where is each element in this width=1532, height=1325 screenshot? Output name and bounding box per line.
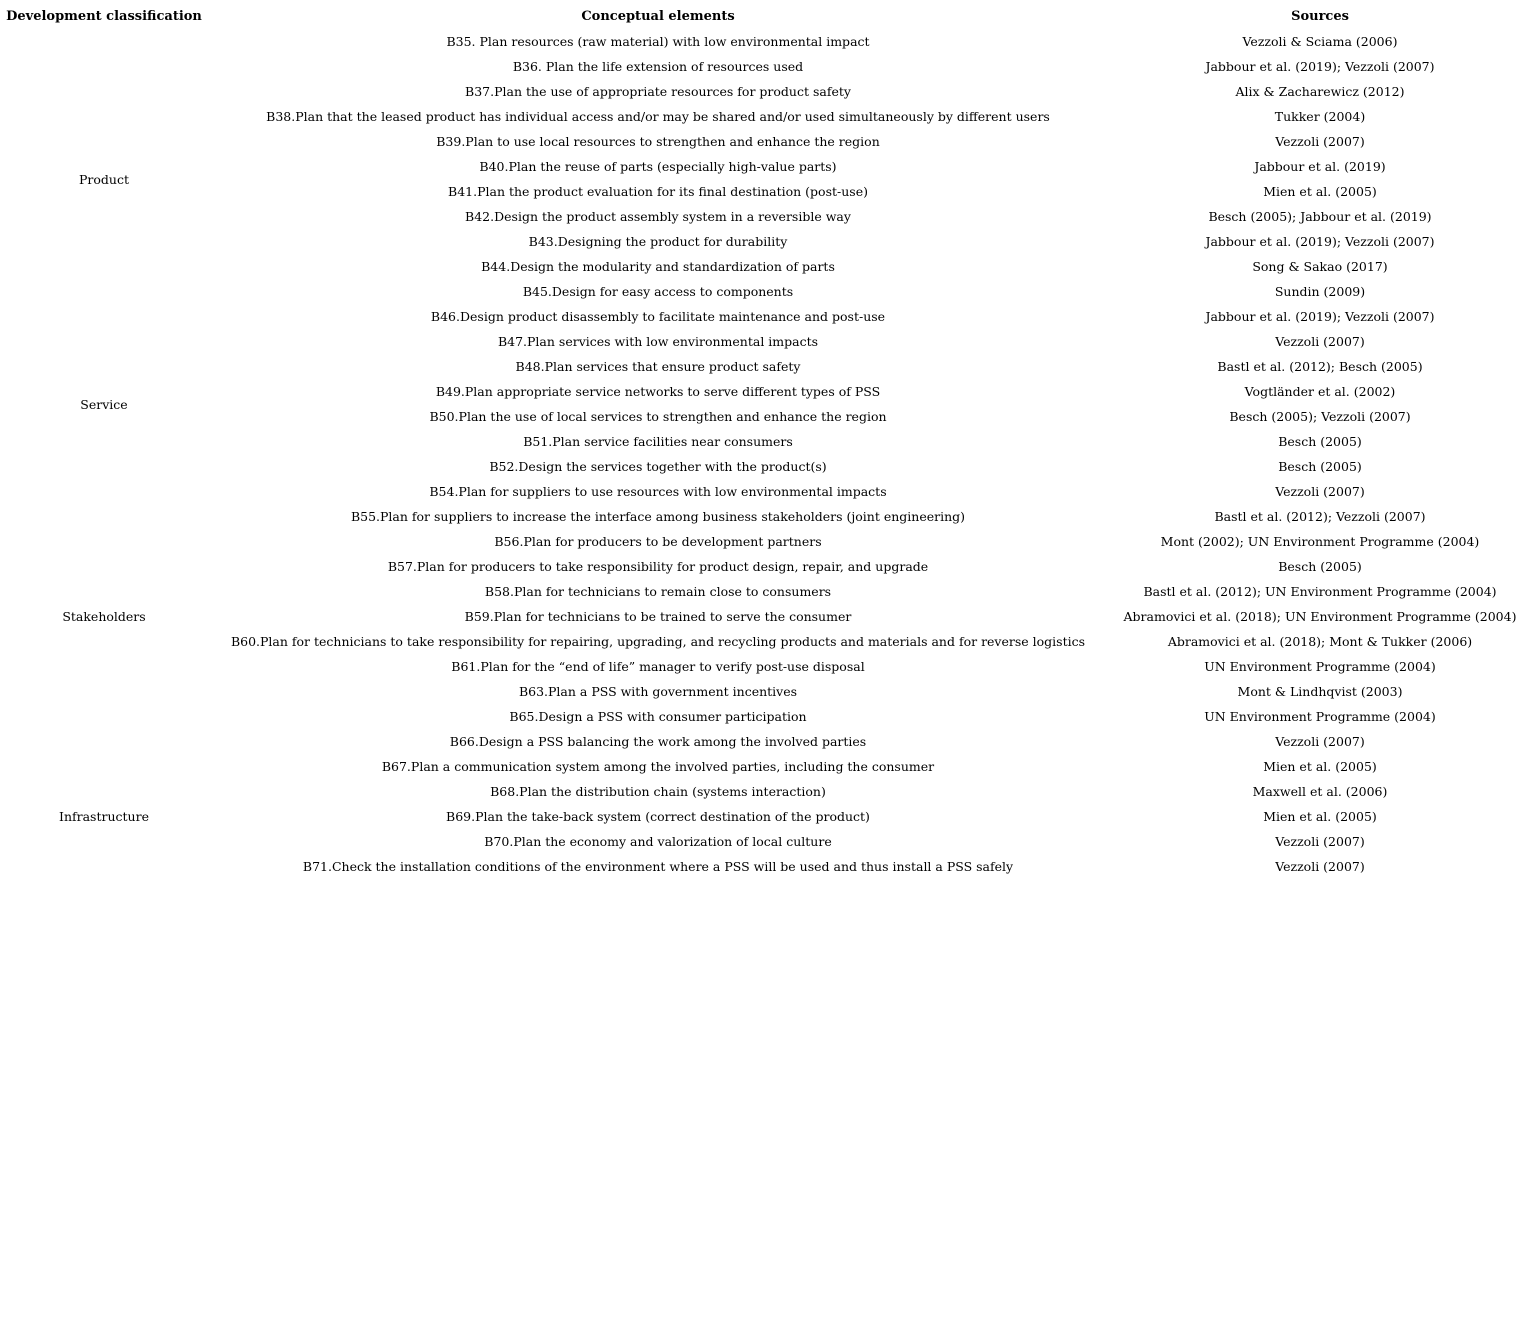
source-cell: Jabbour et al. (2019); Vezzoli (2007): [1205, 59, 1435, 74]
conceptual-element-cell: B68.Plan the distribution chain (systems interaction): [490, 784, 826, 799]
table-row: [4, 154, 1528, 179]
source-cell: Vezzoli (2007): [1275, 484, 1365, 499]
source-cell: Vezzoli (2007): [1275, 134, 1365, 149]
table-body: [4, 29, 1528, 879]
conceptual-element-cell: B51.Plan service facilities near consumers: [523, 434, 793, 449]
conceptual-element-cell: B41.Plan the product evaluation for its final destination (post-use): [448, 184, 868, 199]
conceptual-element-cell: B37.Plan the use of appropriate resources for product safety: [465, 84, 851, 99]
classification-cell: Stakeholders: [62, 609, 146, 624]
source-cell: Vezzoli (2007): [1275, 834, 1365, 849]
source-cell: Jabbour et al. (2019); Vezzoli (2007): [1205, 234, 1435, 249]
conceptual-element-cell: B36. Plan the life extension of resources used: [512, 59, 804, 74]
conceptual-element-cell: B71.Check the installation conditions of the environment where a PSS will be used and thus install a PSS safely: [302, 859, 1014, 874]
source-cell: Bastl et al. (2012); UN Environment Programme (2004): [1143, 584, 1497, 599]
source-cell: Maxwell et al. (2006): [1252, 784, 1388, 799]
source-cell: Bastl et al. (2012); Besch (2005): [1217, 359, 1423, 374]
conceptual-element-cell: B63.Plan a PSS with government incentives: [518, 684, 798, 699]
source-cell: Vezzoli (2007): [1275, 734, 1365, 749]
source-cell: Alix & Zacharewicz (2012): [1235, 84, 1405, 99]
table-row: [4, 404, 1528, 429]
conceptual-element-cell: B67.Plan a communication system among the involved parties, including the consumer: [381, 759, 935, 774]
conceptual-element-cell: B42.Design the product assembly system in a reversible way: [465, 209, 851, 224]
header-sources: Sources: [1291, 9, 1349, 24]
source-cell: UN Environment Programme (2004): [1204, 659, 1436, 674]
source-cell: Mont & Lindhqvist (2003): [1237, 684, 1403, 699]
conceptual-element-cell: B66.Design a PSS balancing the work among the involved parties: [449, 734, 867, 749]
header-conceptual-elements: Conceptual elements: [581, 9, 735, 24]
table-row: [4, 254, 1528, 279]
table-row: [4, 604, 1528, 629]
source-cell: Bastl et al. (2012); Vezzoli (2007): [1214, 509, 1426, 524]
conceptual-element-cell: B65.Design a PSS with consumer participation: [509, 709, 807, 724]
source-cell: Besch (2005); Vezzoli (2007): [1229, 409, 1411, 424]
source-cell: Mien et al. (2005): [1263, 184, 1377, 199]
table-row: [4, 379, 1528, 404]
table-row: [4, 29, 1528, 54]
source-cell: Mien et al. (2005): [1263, 759, 1377, 774]
table-row: [4, 629, 1528, 654]
table-row: [4, 354, 1528, 379]
conceptual-element-cell: B52.Design the services together with the product(s): [489, 459, 827, 474]
source-cell: Besch (2005); Jabbour et al. (2019): [1208, 209, 1432, 224]
table-row: [4, 304, 1528, 329]
conceptual-element-cell: B38.Plan that the leased product has individual access and/or may be shared and/or used simultaneously by different users: [266, 109, 1050, 124]
conceptual-element-cell: B55.Plan for suppliers to increase the interface among business stakeholders (joint engineering): [350, 509, 966, 524]
table-row: [4, 504, 1528, 529]
source-cell: Jabbour et al. (2019): [1254, 159, 1386, 174]
conceptual-element-cell: B48.Plan services that ensure product safety: [515, 359, 801, 374]
table-row: [4, 129, 1528, 154]
source-cell: Sundin (2009): [1274, 284, 1366, 299]
conceptual-element-cell: B47.Plan services with low environmental impacts: [497, 334, 819, 349]
table-row: [4, 429, 1528, 454]
source-cell: Song & Sakao (2017): [1252, 259, 1388, 274]
table-row: [4, 279, 1528, 304]
source-cell: Mont (2002); UN Environment Programme (2004): [1160, 534, 1480, 549]
conceptual-element-cell: B50.Plan the use of local services to strengthen and enhance the region: [429, 409, 887, 424]
conceptual-element-cell: B69.Plan the take-back system (correct destination of the product): [446, 809, 870, 824]
table-row: [4, 79, 1528, 104]
table-row: [4, 54, 1528, 79]
table-row: [4, 579, 1528, 604]
table-row: [4, 829, 1528, 854]
conceptual-element-cell: B58.Plan for technicians to remain close to consumers: [484, 584, 832, 599]
classification-cell: Infrastructure: [59, 809, 149, 824]
table-row: [4, 654, 1528, 679]
header-classification: Development classification: [6, 9, 202, 24]
conceptual-element-cell: B35. Plan resources (raw material) with low environmental impact: [446, 34, 870, 49]
table-row: [4, 454, 1528, 479]
conceptual-element-cell: B59.Plan for technicians to be trained to serve the consumer: [464, 609, 852, 624]
source-cell: Tukker (2004): [1274, 109, 1366, 124]
source-cell: Besch (2005): [1278, 559, 1362, 574]
conceptual-element-cell: B49.Plan appropriate service networks to serve different types of PSS: [435, 384, 881, 399]
table-row: [4, 754, 1528, 779]
table-row: [4, 179, 1528, 204]
conceptual-element-cell: B54.Plan for suppliers to use resources with low environmental impacts: [429, 484, 887, 499]
conceptual-element-cell: B61.Plan for the “end of life” manager to verify post-use disposal: [451, 659, 865, 674]
conceptual-element-cell: B39.Plan to use local resources to strengthen and enhance the region: [436, 134, 880, 149]
conceptual-element-cell: B60.Plan for technicians to take responsibility for repairing, upgrading, and recycling products and materials and for reverse logistics: [230, 634, 1086, 649]
conceptual-element-cell: B70.Plan the economy and valorization of local culture: [484, 834, 832, 849]
conceptual-element-cell: B46.Design product disassembly to facilitate maintenance and post-use: [430, 309, 886, 324]
table-row: [4, 704, 1528, 729]
source-cell: Mien et al. (2005): [1263, 809, 1377, 824]
source-cell: UN Environment Programme (2004): [1204, 709, 1436, 724]
source-cell: Vezzoli & Sciama (2006): [1242, 34, 1398, 49]
table-row: [4, 854, 1528, 879]
conceptual-element-cell: B56.Plan for producers to be development partners: [494, 534, 822, 549]
source-cell: Vezzoli (2007): [1275, 334, 1365, 349]
table-row: [4, 229, 1528, 254]
conceptual-element-cell: B40.Plan the reuse of parts (especially high-value parts): [479, 159, 837, 174]
table-row: [4, 529, 1528, 554]
conceptual-element-cell: B57.Plan for producers to take responsibility for product design, repair, and upgrade: [387, 559, 929, 574]
conceptual-element-cell: B44.Design the modularity and standardization of parts: [481, 259, 835, 274]
conceptual-elements-table: [4, 4, 1528, 879]
source-cell: Vogtländer et al. (2002): [1244, 384, 1396, 399]
conceptual-element-cell: B43.Designing the product for durability: [528, 234, 788, 249]
table-row: [4, 779, 1528, 804]
table-row: [4, 104, 1528, 129]
table-row: [4, 804, 1528, 829]
classification-cell: Product: [79, 171, 129, 187]
source-cell: Abramovici et al. (2018); UN Environment Programme (2004): [1123, 609, 1517, 624]
table-row: [4, 204, 1528, 229]
table-header: [4, 4, 1528, 29]
table-row: [4, 729, 1528, 754]
table-row: [4, 479, 1528, 504]
source-cell: Besch (2005): [1278, 459, 1362, 474]
header-row: [4, 4, 1528, 29]
source-cell: Besch (2005): [1278, 434, 1362, 449]
table-row: [4, 329, 1528, 354]
conceptual-element-cell: B45.Design for easy access to components: [522, 284, 794, 299]
classification-cell: Service: [80, 396, 128, 412]
source-cell: Jabbour et al. (2019); Vezzoli (2007): [1205, 309, 1435, 324]
table-row: [4, 679, 1528, 704]
source-cell: Abramovici et al. (2018); Mont & Tukker (2006): [1167, 634, 1473, 649]
source-cell: Vezzoli (2007): [1275, 859, 1365, 874]
table-row: [4, 554, 1528, 579]
